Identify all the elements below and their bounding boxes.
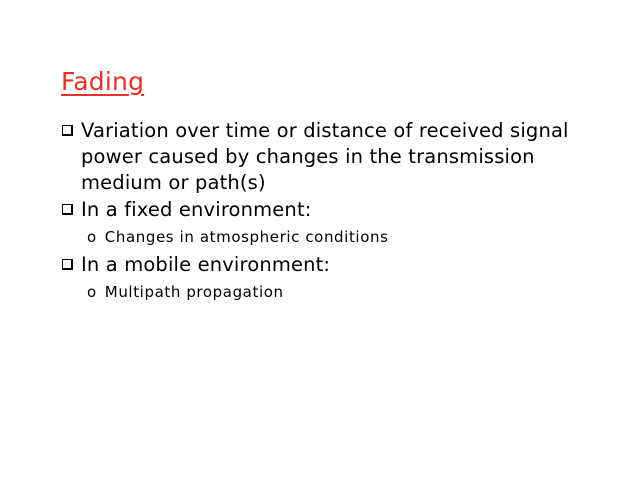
square-bullet-icon (62, 259, 73, 270)
sub-bullet-text: Changes in atmospheric conditions (104, 228, 389, 246)
bullet-text: In a mobile environment: (81, 253, 331, 276)
sub-bullet-marker: o (87, 228, 97, 246)
bullet-item (61, 118, 621, 196)
sub-bullet-item (61, 282, 621, 302)
bullet-item (61, 197, 621, 223)
bullet-item (61, 252, 621, 278)
sub-bullet-marker: o (87, 283, 97, 301)
square-bullet-icon (62, 125, 73, 136)
bullet-text: In a fixed environment: (81, 198, 312, 221)
bullet-list (61, 118, 621, 307)
bullet-text: Variation over time or distance of received signal power caused by changes in the transmission medium or path(s) (81, 119, 569, 194)
square-bullet-icon (62, 204, 73, 215)
slide-title: Fading (61, 67, 145, 96)
sub-bullet-item (61, 227, 621, 247)
sub-bullet-text: Multipath propagation (104, 283, 284, 301)
